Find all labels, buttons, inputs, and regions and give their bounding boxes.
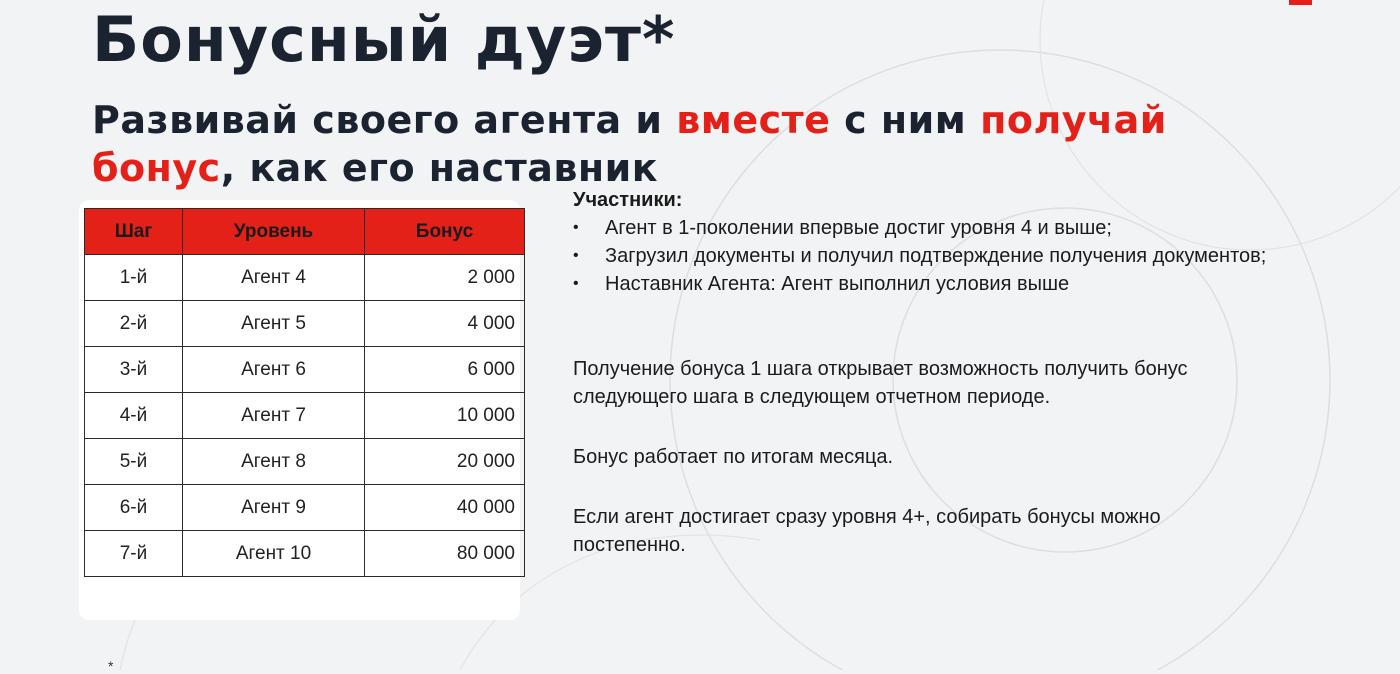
cell-bonus: 40 000 bbox=[365, 485, 525, 531]
page-subtitle bbox=[92, 96, 1212, 192]
cell-step: 6-й bbox=[85, 485, 183, 531]
subtitle-highlight-together: вместе bbox=[676, 98, 831, 142]
bullet-icon: • bbox=[573, 247, 579, 264]
cell-level: Агент 4 bbox=[183, 255, 365, 301]
header-level: Уровень bbox=[183, 209, 365, 255]
cell-bonus: 20 000 bbox=[365, 439, 525, 485]
cell-bonus: 6 000 bbox=[365, 347, 525, 393]
cell-level: Агент 9 bbox=[183, 485, 365, 531]
list-item bbox=[573, 214, 1273, 242]
table-header-row bbox=[85, 209, 525, 255]
header-step: Шаг bbox=[85, 209, 183, 255]
cell-level: Агент 5 bbox=[183, 301, 365, 347]
cell-level: Агент 7 bbox=[183, 393, 365, 439]
cell-level: Агент 10 bbox=[183, 531, 365, 577]
page-title: Бонусный дуэт* bbox=[92, 3, 676, 76]
list-item-text: Наставник Агента: Агент выполнил условия выше bbox=[605, 273, 1070, 295]
cell-step: 1-й bbox=[85, 255, 183, 301]
participants-list bbox=[573, 214, 1273, 298]
table-row bbox=[85, 439, 525, 485]
subtitle-highlight-get-bonus: получай бонус bbox=[92, 98, 1167, 190]
table-row bbox=[85, 531, 525, 577]
list-item-text: Агент в 1-поколении впервые достиг уровня 4 и выше; bbox=[605, 217, 1112, 239]
list-item-text: Загрузил документы и получил подтверждение получения документов; bbox=[605, 245, 1267, 267]
level-jump-paragraph: Если агент достигает сразу уровня 4+, собирать бонусы можно постепенно. bbox=[573, 506, 1161, 556]
table-row bbox=[85, 347, 525, 393]
header-bonus: Бонус bbox=[365, 209, 525, 255]
corner-accent-bar bbox=[1289, 0, 1312, 5]
subtitle-part-5: , как его наставник bbox=[220, 146, 659, 190]
table-row bbox=[85, 485, 525, 531]
cell-step: 3-й bbox=[85, 347, 183, 393]
next-step-paragraph: Получение бонуса 1 шага открывает возможность получить бонус следующего шага в следующем отчетном периоде. bbox=[573, 358, 1188, 408]
list-item bbox=[573, 242, 1273, 270]
bonus-table bbox=[84, 208, 525, 577]
subtitle-part-1: Развивай своего агента и bbox=[92, 98, 677, 142]
cell-bonus: 4 000 bbox=[365, 301, 525, 347]
cell-step: 5-й bbox=[85, 439, 183, 485]
cell-step: 4-й bbox=[85, 393, 183, 439]
list-item bbox=[573, 270, 1273, 298]
participants-heading: Участники: bbox=[573, 189, 683, 211]
bullet-icon: • bbox=[573, 275, 579, 292]
table-row bbox=[85, 301, 525, 347]
table-row bbox=[85, 393, 525, 439]
footnote-marker: * bbox=[108, 658, 114, 674]
cell-bonus: 2 000 bbox=[365, 255, 525, 301]
conditions-panel bbox=[573, 186, 1273, 556]
cell-step: 2-й bbox=[85, 301, 183, 347]
bullet-icon: • bbox=[573, 219, 579, 236]
cell-level: Агент 8 bbox=[183, 439, 365, 485]
cell-level: Агент 6 bbox=[183, 347, 365, 393]
cell-step: 7-й bbox=[85, 531, 183, 577]
table-row bbox=[85, 255, 525, 301]
cell-bonus: 80 000 bbox=[365, 531, 525, 577]
subtitle-part-3: с ним bbox=[830, 98, 981, 142]
monthly-paragraph: Бонус работает по итогам месяца. bbox=[573, 446, 894, 468]
cell-bonus: 10 000 bbox=[365, 393, 525, 439]
